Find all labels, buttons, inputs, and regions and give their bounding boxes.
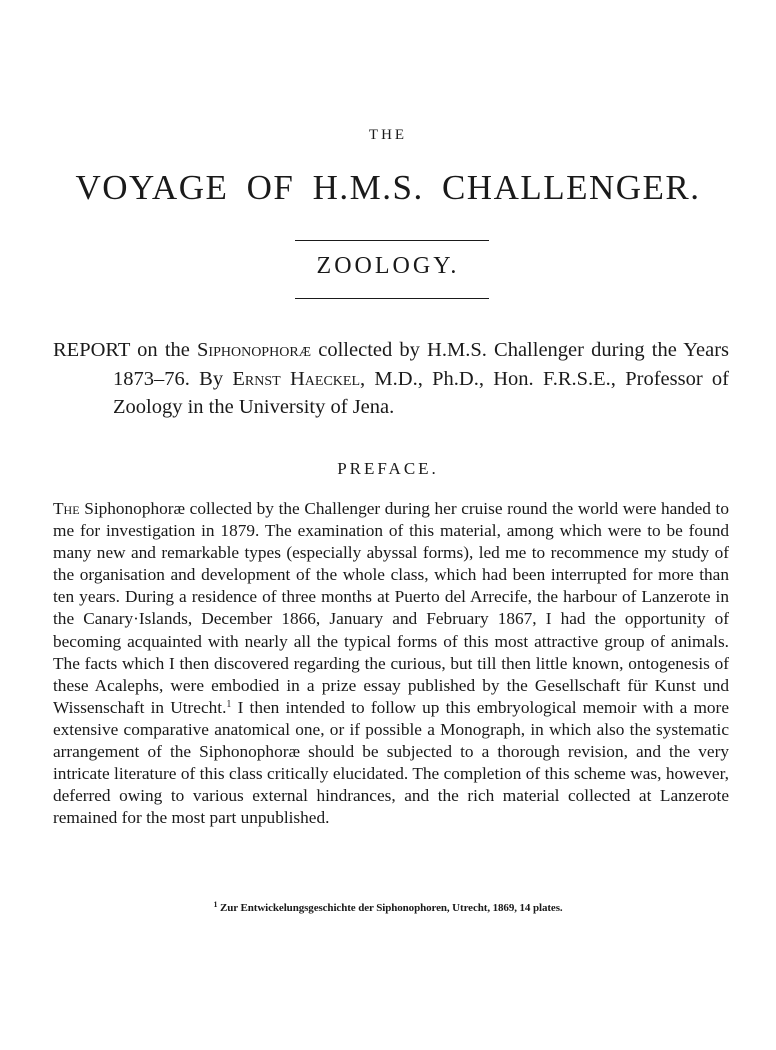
report-text-2: collected by H.M.S. Challenger during the Years 1873–76. By bbox=[113, 339, 729, 390]
preface-text-2: I then intended to follow up this embryological memoir with a more extensive comparative anatomical one, or if possible a Monograph, in which also the systematic arrangement of the Siphonophoræ should be subjected to a thorough revision, and the very intricate literature of this class critically elucidated. The completion of this scheme was, however, deferred owing to various external hindrances, and the rich material collected at Lanzerote remained for the most part unpublished. bbox=[53, 697, 729, 828]
report-text-3: , M.D., Ph.D., Hon. F.R.S.E., Professor of Zoology in the University of Jena. bbox=[113, 367, 730, 418]
preface-text-1: Siphonophoræ collected by the Challenger during her cruise round the world were handed to me for investigation in 1879. The examination of this material, among which were to be found many new and remarkable types (especially abyssal forms), led me to recommence my study of the organisation and development of the whole class, which had been interrupted for more than ten years. During a residence of three months at Puerto del Arrecife, the harbour of Lanzerote in the Canary·Islands, December 1866, January and February 1867, I had the opportunity of becoming acquainted with nearly all the typical forms of this most attractive group of animals. The facts which I then discovered regarding the curious, but till then little known, ontogenesis of these Acalephs, were embodied in a prize essay published by the Gesellschaft für Kunst und Wissenschaft in Utrecht. bbox=[53, 499, 729, 717]
report-author: Ernst Haeckel bbox=[232, 367, 361, 390]
footnote bbox=[0, 902, 776, 914]
title-rule-top bbox=[295, 240, 489, 241]
title-rule-bottom bbox=[295, 298, 489, 299]
preface-lead-word: The bbox=[53, 499, 80, 518]
main-title: VOYAGE OF H.M.S. CHALLENGER. bbox=[75, 168, 701, 207]
section-title: ZOOLOGY. bbox=[316, 253, 460, 279]
title-prefix: THE bbox=[368, 127, 408, 143]
report-group-name: Siphonophoræ bbox=[197, 339, 312, 361]
footnote-mark: 1 bbox=[213, 900, 218, 909]
preface-heading: PREFACE. bbox=[337, 459, 439, 478]
report-text-1: on the bbox=[137, 339, 190, 361]
footnote-text: Zur Entwickelungsgeschichte der Siphonophoren, Utrecht, 1869, 14 plates. bbox=[220, 902, 563, 914]
report-lead: REPORT bbox=[53, 339, 130, 361]
footnote-reference: 1 bbox=[226, 698, 232, 710]
preface-paragraph bbox=[53, 498, 729, 829]
report-statement bbox=[53, 336, 729, 422]
